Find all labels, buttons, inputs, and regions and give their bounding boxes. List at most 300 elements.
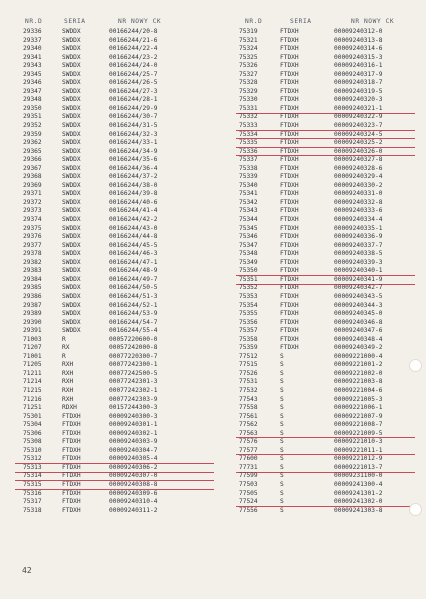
cell-seria: FTDXH — [280, 207, 299, 215]
cell-nr-nowy: 00009240319-5 — [334, 87, 383, 95]
header-seria: SERIA — [64, 18, 86, 25]
cell-seria: SWDDX — [62, 122, 81, 130]
cell-nr-nowy: 00166244/30-7 — [109, 113, 158, 121]
table-row — [18, 199, 210, 208]
cell-seria: FTDXH — [62, 446, 81, 454]
cell-seria: FTDXH — [62, 463, 81, 471]
cell-nr-nowy: 00009240308-8 — [109, 480, 158, 488]
cell-nr-nowy: 00009240328-6 — [334, 164, 383, 172]
cell-nr-nowy: 00057242000-8 — [109, 344, 158, 352]
cell-seria: FTDXH — [280, 267, 299, 275]
cell-seria: SWDDX — [62, 207, 81, 215]
table-row — [18, 302, 210, 311]
cell-nr-nowy: 00166244/39-8 — [109, 190, 158, 198]
cell-nr-d: 75324 — [239, 45, 258, 53]
cell-seria: SWDDX — [62, 224, 81, 232]
cell-nr-nowy: 00009240301-1 — [109, 421, 158, 429]
cell-seria: S — [280, 369, 284, 377]
cell-nr-d: 75326 — [239, 62, 258, 70]
table-row — [239, 344, 411, 353]
page-number: 42 — [22, 566, 32, 575]
cell-nr-d: 29382 — [23, 258, 42, 266]
table-row — [18, 207, 210, 216]
table-row — [18, 344, 210, 353]
cell-nr-nowy: 00009240331-0 — [334, 190, 383, 198]
cell-nr-nowy: 00009240300-3 — [109, 412, 158, 420]
cell-nr-d: 29346 — [23, 79, 42, 87]
cell-seria: SWDDX — [62, 36, 81, 44]
cell-seria: FTDXH — [62, 498, 81, 506]
cell-nr-nowy: 00166244/25-7 — [109, 70, 158, 78]
table-row — [239, 455, 411, 464]
table-row — [239, 122, 411, 131]
cell-nr-d: 29366 — [23, 156, 42, 164]
cell-nr-nowy: 00009240340-1 — [334, 267, 383, 275]
cell-nr-nowy: 00009240344-3 — [334, 301, 383, 309]
cell-nr-nowy: 00009240312-0 — [334, 28, 383, 35]
table-row — [239, 113, 411, 122]
table-row — [239, 62, 411, 71]
cell-nr-nowy: 00077242300-1 — [109, 361, 158, 369]
table-row — [18, 310, 210, 319]
table-row — [239, 353, 411, 362]
cell-nr-d: 29343 — [23, 62, 42, 70]
cell-nr-d: 77543 — [239, 395, 258, 403]
cell-nr-d: 75312 — [23, 455, 42, 463]
table-row — [18, 250, 210, 259]
cell-nr-d: 75342 — [239, 198, 258, 206]
cell-nr-nowy: 00009240325-2 — [334, 139, 383, 147]
cell-nr-d: 29337 — [23, 36, 42, 44]
cell-seria: SWDDX — [62, 28, 81, 35]
cell-nr-d: 77503 — [239, 480, 258, 488]
table-row — [239, 396, 411, 405]
cell-nr-d: 77532 — [239, 386, 258, 394]
cell-nr-d: 29362 — [23, 139, 42, 147]
cell-nr-nowy: 00009240318-7 — [334, 79, 383, 87]
cell-nr-nowy: 00009240302-1 — [109, 429, 158, 437]
table-row — [18, 105, 210, 114]
table-row — [239, 327, 411, 336]
cell-seria: FTDXH — [280, 258, 299, 266]
table-row — [18, 293, 210, 302]
table-row — [18, 54, 210, 63]
cell-nr-nowy: 00009240336-9 — [334, 233, 383, 241]
cell-nr-d: 29375 — [23, 224, 42, 232]
table-row — [239, 71, 411, 80]
cell-seria: SWDDX — [62, 87, 81, 95]
cell-seria: S — [280, 429, 284, 437]
table-row — [18, 62, 210, 71]
cell-seria: SWDDX — [62, 233, 81, 241]
cell-nr-d: 75355 — [239, 310, 258, 318]
table-row — [18, 242, 210, 251]
table-row — [239, 447, 411, 456]
cell-nr-nowy: 00166244/41-4 — [109, 207, 158, 215]
table-row — [239, 250, 411, 259]
cell-nr-d: 29368 — [23, 173, 42, 181]
cell-nr-nowy: 00009240339-3 — [334, 258, 383, 266]
cell-nr-nowy: 00009221007-9 — [334, 412, 383, 420]
cell-seria: SWDDX — [62, 198, 81, 206]
cell-nr-nowy: 00166244/33-1 — [109, 139, 158, 147]
cell-nr-nowy: 00166244/52-1 — [109, 301, 158, 309]
cell-nr-d: 29345 — [23, 70, 42, 78]
cell-seria: FTDXH — [280, 190, 299, 198]
table-row — [239, 378, 411, 387]
cell-seria: FTDXH — [62, 412, 81, 420]
table-row — [18, 284, 210, 293]
table-row — [239, 190, 411, 199]
table-row — [239, 37, 411, 46]
table-row — [239, 45, 411, 54]
cell-nr-d: 29341 — [23, 53, 42, 61]
table-row — [18, 113, 210, 122]
header-nr-nowy: NR NOWY CK — [118, 18, 162, 25]
cell-nr-d: 29371 — [23, 190, 42, 198]
table-row — [239, 438, 411, 447]
cell-seria: FTDXH — [280, 292, 299, 300]
cell-nr-nowy: 00009221002-0 — [334, 369, 383, 377]
table-row — [239, 131, 411, 140]
cell-seria: FTDXH — [62, 489, 81, 497]
cell-seria: S — [280, 446, 284, 454]
cell-nr-d: 75314 — [23, 472, 42, 480]
cell-nr-nowy: 00166244/43-0 — [109, 224, 158, 232]
cell-nr-d: 77512 — [239, 352, 258, 360]
table-row — [18, 79, 210, 88]
cell-nr-d: 77731 — [239, 463, 258, 471]
table-row — [18, 319, 210, 328]
cell-nr-nowy: 00166244/50-5 — [109, 284, 158, 292]
cell-nr-nowy: 00166244/40-6 — [109, 198, 158, 206]
cell-nr-d: 75356 — [239, 318, 258, 326]
cell-nr-nowy: 00009221006-1 — [334, 404, 383, 412]
table-row — [18, 37, 210, 46]
cell-nr-nowy: 00009221000-4 — [334, 352, 383, 360]
table-row — [18, 498, 210, 507]
cell-nr-d: 77505 — [239, 489, 258, 497]
cell-seria: SWDDX — [62, 104, 81, 112]
cell-nr-d: 75353 — [239, 292, 258, 300]
cell-nr-nowy: 00009240326-0 — [334, 147, 383, 155]
cell-nr-nowy: 00166244/35-6 — [109, 156, 158, 164]
cell-nr-nowy: 00009240304-7 — [109, 446, 158, 454]
cell-nr-nowy: 00009221010-3 — [334, 438, 383, 446]
cell-nr-nowy: 00009240345-0 — [334, 310, 383, 318]
cell-seria: SWDDX — [62, 216, 81, 224]
cell-nr-nowy: 00166244/22-4 — [109, 45, 158, 53]
cell-nr-nowy: 00009241303-8 — [334, 506, 383, 514]
cell-nr-d: 75357 — [239, 327, 258, 335]
table-row — [18, 336, 210, 345]
cell-nr-nowy: 00057220600-0 — [109, 335, 158, 343]
cell-nr-nowy: 00166244/42-2 — [109, 216, 158, 224]
cell-seria: SWDDX — [62, 301, 81, 309]
table-row — [239, 498, 411, 507]
cell-seria: S — [280, 412, 284, 420]
cell-seria: SWDDX — [62, 292, 81, 300]
cell-seria: S — [280, 395, 284, 403]
cell-seria: S — [280, 480, 284, 488]
cell-nr-d: 75304 — [23, 421, 42, 429]
cell-nr-nowy: 00166244/44-8 — [109, 233, 158, 241]
cell-seria: SWDDX — [62, 318, 81, 326]
table-row — [239, 199, 411, 208]
cell-nr-d: 75319 — [239, 28, 258, 35]
cell-nr-nowy: 00009221012-9 — [334, 455, 383, 463]
cell-nr-d: 75318 — [23, 506, 42, 514]
cell-nr-d: 77515 — [239, 361, 258, 369]
table-row — [18, 370, 210, 379]
cell-nr-nowy: 00077242500-5 — [109, 369, 158, 377]
cell-nr-nowy: 00166244/47-1 — [109, 258, 158, 266]
cell-nr-nowy: 00009240342-7 — [334, 284, 383, 292]
cell-nr-d: 75349 — [239, 258, 258, 266]
cell-seria: S — [280, 472, 284, 480]
cell-nr-d: 29372 — [23, 198, 42, 206]
table-row — [239, 472, 411, 481]
cell-nr-nowy: 00009221008-7 — [334, 421, 383, 429]
cell-seria: SWDDX — [62, 62, 81, 70]
cell-nr-nowy: 00009240330-2 — [334, 181, 383, 189]
table-row — [239, 233, 411, 242]
cell-nr-nowy: 00009240313-8 — [334, 36, 383, 44]
cell-seria: FTDXH — [280, 62, 299, 70]
cell-nr-d: 75321 — [239, 36, 258, 44]
cell-nr-d: 71215 — [23, 386, 42, 394]
table-row — [239, 156, 411, 165]
cell-seria: S — [280, 463, 284, 471]
cell-nr-d: 29373 — [23, 207, 42, 215]
cell-nr-d: 29352 — [23, 122, 42, 130]
cell-nr-d: 77576 — [239, 438, 258, 446]
cell-nr-nowy: 00077220300-7 — [109, 352, 158, 360]
cell-nr-d: 75345 — [239, 224, 258, 232]
cell-nr-nowy: 00009221001-2 — [334, 361, 383, 369]
cell-nr-nowy: 00009240311-2 — [109, 506, 158, 514]
cell-seria: SWDDX — [62, 327, 81, 335]
cell-seria: SWDDX — [62, 250, 81, 258]
cell-seria: SWDDX — [62, 45, 81, 53]
cell-nr-nowy: 00166244/37-2 — [109, 173, 158, 181]
cell-nr-nowy: 00166244/48-9 — [109, 267, 158, 275]
table-row — [239, 421, 411, 430]
cell-seria: SWDDX — [62, 284, 81, 292]
table-row — [18, 464, 210, 473]
table-row — [239, 96, 411, 105]
table-row — [18, 396, 210, 405]
cell-seria: S — [280, 386, 284, 394]
cell-seria: SWDDX — [62, 53, 81, 61]
cell-nr-d: 29390 — [23, 318, 42, 326]
cell-nr-nowy: 00009221011-1 — [334, 446, 383, 454]
table-row — [239, 259, 411, 268]
cell-nr-nowy: 00009240337-7 — [334, 241, 383, 249]
table-row — [239, 28, 411, 37]
cell-nr-nowy: 00009241302-0 — [334, 498, 383, 506]
cell-seria: FTDXH — [280, 147, 299, 155]
cell-nr-d: 71001 — [23, 352, 42, 360]
cell-nr-nowy: 00009240329-4 — [334, 173, 383, 181]
cell-nr-nowy: 00166244/21-6 — [109, 36, 158, 44]
cell-nr-d: 75329 — [239, 87, 258, 95]
cell-nr-d: 71211 — [23, 369, 42, 377]
cell-nr-d: 75306 — [23, 429, 42, 437]
table-row — [18, 490, 210, 499]
cell-seria: FTDXH — [280, 216, 299, 224]
cell-nr-d: 75350 — [239, 267, 258, 275]
cell-nr-nowy: 00009231100-0 — [334, 472, 383, 480]
cell-nr-nowy: 00077242301-3 — [109, 378, 158, 386]
cell-nr-d: 29367 — [23, 164, 42, 172]
cell-nr-nowy: 00166244/38-0 — [109, 181, 158, 189]
cell-seria: S — [280, 498, 284, 506]
cell-seria: SWDDX — [62, 258, 81, 266]
cell-nr-nowy: 00009240334-4 — [334, 216, 383, 224]
cell-nr-nowy: 00009240327-8 — [334, 156, 383, 164]
cell-nr-d: 75332 — [239, 113, 258, 121]
cell-seria: FTDXH — [62, 429, 81, 437]
table-row — [239, 139, 411, 148]
cell-nr-nowy: 00009240316-1 — [334, 62, 383, 70]
cell-seria: S — [280, 361, 284, 369]
table-row — [239, 404, 411, 413]
table-row — [18, 276, 210, 285]
table-row — [18, 216, 210, 225]
cell-seria: SWDDX — [62, 181, 81, 189]
cell-nr-d: 71216 — [23, 395, 42, 403]
cell-nr-d: 75347 — [239, 241, 258, 249]
left-column — [18, 14, 210, 515]
cell-seria: SWDDX — [62, 310, 81, 318]
table-row — [239, 267, 411, 276]
cell-seria: SWDDX — [62, 139, 81, 147]
table-row — [18, 45, 210, 54]
cell-nr-nowy: 00009240338-5 — [334, 250, 383, 258]
table-row — [18, 122, 210, 131]
cell-nr-d: 75336 — [239, 147, 258, 155]
cell-nr-nowy: 00166244/54-7 — [109, 318, 158, 326]
cell-seria: SWDDX — [62, 190, 81, 198]
cell-nr-d: 71207 — [23, 344, 42, 352]
cell-nr-d: 29378 — [23, 250, 42, 258]
cell-seria: FTDXH — [280, 156, 299, 164]
cell-seria: FTDXH — [280, 96, 299, 104]
table-row — [239, 276, 411, 285]
table-row — [18, 148, 210, 157]
cell-nr-d: 75358 — [239, 335, 258, 343]
cell-seria: FTDXH — [280, 310, 299, 318]
table-row — [239, 310, 411, 319]
cell-seria: FTDXH — [280, 344, 299, 352]
cell-nr-nowy: 00166244/45-5 — [109, 241, 158, 249]
cell-nr-nowy: 00009240343-5 — [334, 292, 383, 300]
cell-seria: FTDXH — [280, 87, 299, 95]
cell-nr-nowy: 00166244/24-0 — [109, 62, 158, 70]
cell-nr-d: 29351 — [23, 113, 42, 121]
left-column-header — [18, 14, 210, 28]
cell-nr-nowy: 00009240335-1 — [334, 224, 383, 232]
table-row — [239, 293, 411, 302]
cell-nr-d: 77563 — [239, 429, 258, 437]
cell-nr-nowy: 00009240320-3 — [334, 96, 383, 104]
cell-seria: RXH — [62, 361, 74, 369]
cell-nr-d: 77562 — [239, 421, 258, 429]
cell-nr-d: 75348 — [239, 250, 258, 258]
cell-nr-nowy: 00166244/36-4 — [109, 164, 158, 172]
cell-seria: FTDXH — [62, 472, 81, 480]
table-row — [239, 464, 411, 473]
cell-seria: SWDDX — [62, 241, 81, 249]
table-row — [239, 490, 411, 499]
table-row — [239, 387, 411, 396]
table-row — [18, 28, 210, 37]
table-row — [18, 173, 210, 182]
cell-nr-d: 75338 — [239, 164, 258, 172]
cell-nr-d: 29347 — [23, 87, 42, 95]
cell-nr-nowy: 00009240333-6 — [334, 207, 383, 215]
cell-nr-nowy: 00009240315-3 — [334, 53, 383, 61]
cell-seria: FTDXH — [62, 438, 81, 446]
cell-seria: S — [280, 506, 284, 514]
punch-hole — [409, 359, 422, 372]
header-nr-d: NR.D — [25, 18, 43, 25]
cell-seria: FTDXH — [280, 198, 299, 206]
cell-nr-d: 75346 — [239, 233, 258, 241]
cell-nr-d: 29374 — [23, 216, 42, 224]
table-row — [18, 421, 210, 430]
table-row — [239, 54, 411, 63]
cell-nr-d: 75352 — [239, 284, 258, 292]
cell-nr-nowy: 00166244/29-9 — [109, 104, 158, 112]
cell-seria: SWDDX — [62, 147, 81, 155]
table-row — [18, 455, 210, 464]
cell-seria: FTDXH — [280, 233, 299, 241]
cell-seria: FTDXH — [280, 36, 299, 44]
cell-seria: FTDXH — [280, 113, 299, 121]
cell-seria: FTDXH — [280, 28, 299, 35]
cell-nr-nowy: 00009240309-6 — [109, 489, 158, 497]
table-row — [239, 507, 411, 516]
table-row — [18, 413, 210, 422]
punch-hole — [409, 503, 422, 516]
cell-seria: S — [280, 455, 284, 463]
cell-nr-nowy: 00009240305-4 — [109, 455, 158, 463]
cell-nr-nowy: 00166244/26-5 — [109, 79, 158, 87]
cell-seria: S — [280, 438, 284, 446]
cell-seria: FTDXH — [280, 130, 299, 138]
cell-seria: RX — [62, 344, 70, 352]
cell-nr-nowy: 00009240346-8 — [334, 318, 383, 326]
cell-seria: R — [62, 352, 66, 360]
cell-seria: FTDXH — [280, 70, 299, 78]
table-row — [18, 96, 210, 105]
cell-nr-nowy: 00166244/55-4 — [109, 327, 158, 335]
table-row — [18, 71, 210, 80]
table-row — [239, 88, 411, 97]
cell-seria: S — [280, 489, 284, 497]
cell-seria: S — [280, 421, 284, 429]
cell-nr-d: 75351 — [239, 275, 258, 283]
cell-nr-d: 29384 — [23, 275, 42, 283]
cell-nr-nowy: 00009240321-1 — [334, 104, 383, 112]
table-row — [18, 387, 210, 396]
cell-nr-d: 75313 — [23, 463, 42, 471]
table-row — [18, 327, 210, 336]
cell-nr-d: 75341 — [239, 190, 258, 198]
cell-seria: FTDXH — [62, 480, 81, 488]
